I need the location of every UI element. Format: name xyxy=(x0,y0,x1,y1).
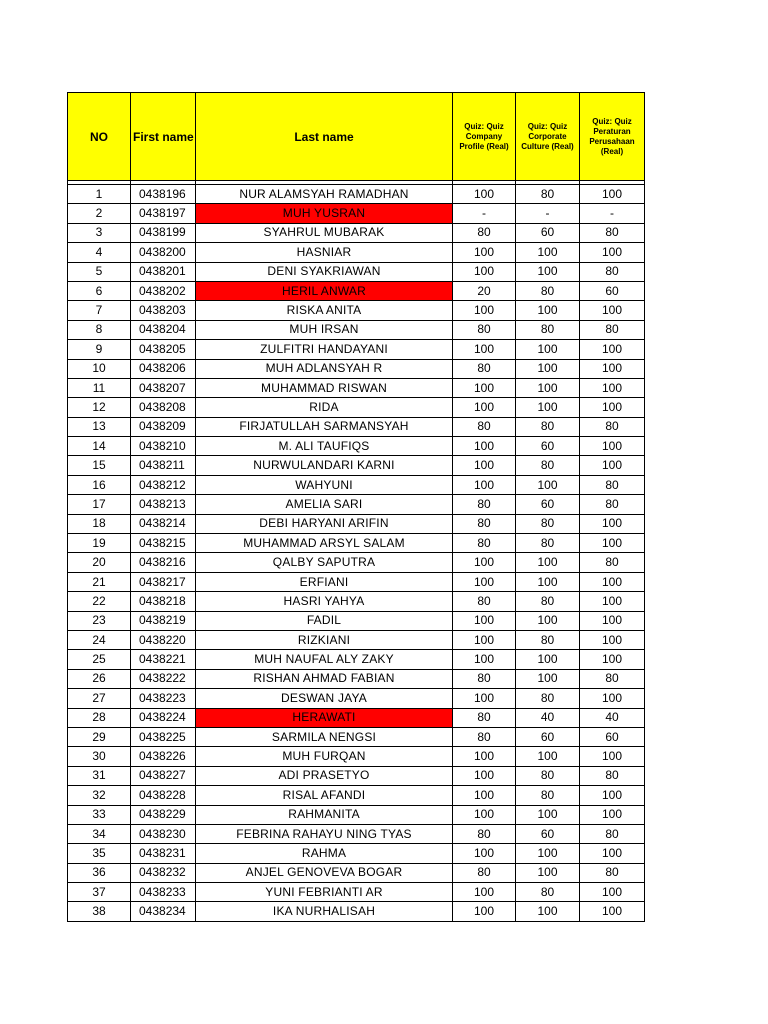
cell-quiz-corporate-culture[interactable]: 100 xyxy=(516,243,580,262)
cell-quiz-corporate-culture[interactable]: 100 xyxy=(516,863,580,882)
cell-quiz-corporate-culture[interactable]: 80 xyxy=(516,786,580,805)
table-row xyxy=(68,844,645,863)
cell-quiz-peraturan-perusahaan[interactable]: 100 xyxy=(580,378,645,397)
cell-quiz-corporate-culture[interactable]: 80 xyxy=(516,689,580,708)
cell-last-name[interactable]: FEBRINA RAHAYU NING TYAS xyxy=(196,824,453,843)
cell-last-name[interactable]: RIZKIANI xyxy=(196,630,453,649)
cell-quiz-peraturan-perusahaan[interactable]: 100 xyxy=(580,689,645,708)
cell-no[interactable]: 4 xyxy=(68,243,131,262)
cell-last-name[interactable]: QALBY SAPUTRA xyxy=(196,553,453,572)
cell-quiz-company-profile[interactable]: 80 xyxy=(453,863,516,882)
cell-last-name[interactable]: RISKA ANITA xyxy=(196,301,453,320)
cell-quiz-peraturan-perusahaan[interactable]: 80 xyxy=(580,863,645,882)
cell-quiz-corporate-culture[interactable]: 100 xyxy=(516,572,580,591)
cell-first-name[interactable]: 0438216 xyxy=(131,553,196,572)
cell-first-name[interactable]: 0438200 xyxy=(131,243,196,262)
cell-quiz-corporate-culture[interactable]: 40 xyxy=(516,708,580,727)
cell-first-name[interactable]: 0438209 xyxy=(131,417,196,436)
cell-quiz-company-profile[interactable]: 100 xyxy=(453,398,516,417)
cell-quiz-company-profile[interactable]: 80 xyxy=(453,359,516,378)
cell-quiz-company-profile[interactable]: 100 xyxy=(453,844,516,863)
cell-quiz-company-profile[interactable]: 80 xyxy=(453,669,516,688)
cell-quiz-corporate-culture[interactable]: 100 xyxy=(516,262,580,281)
table-row xyxy=(68,514,645,533)
cell-no[interactable]: 11 xyxy=(68,378,131,397)
cell-no[interactable]: 12 xyxy=(68,398,131,417)
cell-quiz-corporate-culture[interactable]: 60 xyxy=(516,223,580,242)
cell-first-name[interactable]: 0438228 xyxy=(131,786,196,805)
cell-first-name[interactable]: 0438199 xyxy=(131,223,196,242)
cell-quiz-company-profile[interactable]: 80 xyxy=(453,708,516,727)
cell-no[interactable]: 21 xyxy=(68,572,131,591)
cell-quiz-corporate-culture[interactable]: 80 xyxy=(516,456,580,475)
cell-quiz-company-profile[interactable]: 100 xyxy=(453,630,516,649)
cell-quiz-company-profile[interactable]: 80 xyxy=(453,320,516,339)
cell-no[interactable]: 36 xyxy=(68,863,131,882)
cell-quiz-peraturan-perusahaan[interactable]: 100 xyxy=(580,456,645,475)
cell-first-name[interactable]: 0438218 xyxy=(131,592,196,611)
cell-quiz-peraturan-perusahaan[interactable]: 80 xyxy=(580,320,645,339)
cell-first-name[interactable]: 0438219 xyxy=(131,611,196,630)
cell-quiz-peraturan-perusahaan[interactable]: 80 xyxy=(580,262,645,281)
cell-quiz-peraturan-perusahaan[interactable]: 60 xyxy=(580,281,645,300)
cell-quiz-company-profile[interactable]: 100 xyxy=(453,572,516,591)
cell-quiz-company-profile[interactable]: 100 xyxy=(453,475,516,494)
table-row xyxy=(68,204,645,223)
cell-first-name[interactable]: 0438215 xyxy=(131,534,196,553)
cell-no[interactable]: 16 xyxy=(68,475,131,494)
table-row xyxy=(68,378,645,397)
cell-quiz-corporate-culture[interactable]: 100 xyxy=(516,378,580,397)
cell-quiz-peraturan-perusahaan[interactable]: 80 xyxy=(580,475,645,494)
cell-first-name[interactable]: 0438223 xyxy=(131,689,196,708)
cell-first-name[interactable]: 0438206 xyxy=(131,359,196,378)
cell-quiz-peraturan-perusahaan[interactable]: 80 xyxy=(580,669,645,688)
cell-quiz-company-profile[interactable]: 100 xyxy=(453,805,516,824)
cell-quiz-company-profile[interactable]: 100 xyxy=(453,766,516,785)
cell-quiz-company-profile[interactable]: - xyxy=(453,204,516,223)
cell-first-name[interactable]: 0438204 xyxy=(131,320,196,339)
cell-quiz-corporate-culture[interactable]: 80 xyxy=(516,320,580,339)
cell-quiz-company-profile[interactable]: 100 xyxy=(453,786,516,805)
cell-first-name[interactable]: 0438231 xyxy=(131,844,196,863)
cell-quiz-company-profile[interactable]: 80 xyxy=(453,223,516,242)
cell-quiz-company-profile[interactable]: 80 xyxy=(453,824,516,843)
cell-quiz-corporate-culture[interactable]: 80 xyxy=(516,766,580,785)
cell-last-name[interactable]: ZULFITRI HANDAYANI xyxy=(196,340,453,359)
cell-no[interactable]: 30 xyxy=(68,747,131,766)
cell-quiz-corporate-culture[interactable]: 80 xyxy=(516,514,580,533)
table-row xyxy=(68,669,645,688)
cell-first-name[interactable]: 0438221 xyxy=(131,650,196,669)
header-last-name[interactable]: Last name xyxy=(196,93,453,181)
cell-quiz-corporate-culture[interactable]: 80 xyxy=(516,883,580,902)
cell-quiz-company-profile[interactable]: 80 xyxy=(453,592,516,611)
cell-first-name[interactable]: 0438224 xyxy=(131,708,196,727)
cell-first-name[interactable]: 0438214 xyxy=(131,514,196,533)
cell-last-name[interactable]: ANJEL GENOVEVA BOGAR xyxy=(196,863,453,882)
cell-quiz-peraturan-perusahaan[interactable]: 100 xyxy=(580,359,645,378)
cell-first-name[interactable]: 0438230 xyxy=(131,824,196,843)
cell-last-name[interactable]: MUHAMMAD ARSYL SALAM xyxy=(196,534,453,553)
cell-quiz-company-profile[interactable]: 80 xyxy=(453,727,516,746)
cell-quiz-company-profile[interactable]: 100 xyxy=(453,262,516,281)
cell-first-name[interactable]: 0438203 xyxy=(131,301,196,320)
cell-last-name[interactable]: ADI PRASETYO xyxy=(196,766,453,785)
cell-no[interactable]: 37 xyxy=(68,883,131,902)
cell-last-name[interactable]: NUR ALAMSYAH RAMADHAN xyxy=(196,185,453,204)
cell-quiz-company-profile[interactable]: 100 xyxy=(453,611,516,630)
cell-quiz-peraturan-perusahaan[interactable]: 100 xyxy=(580,805,645,824)
cell-no[interactable]: 2 xyxy=(68,204,131,223)
cell-quiz-corporate-culture[interactable]: - xyxy=(516,204,580,223)
cell-quiz-corporate-culture[interactable]: 100 xyxy=(516,805,580,824)
cell-quiz-corporate-culture[interactable]: 100 xyxy=(516,340,580,359)
cell-no[interactable]: 5 xyxy=(68,262,131,281)
table-row xyxy=(68,359,645,378)
table-row xyxy=(68,786,645,805)
cell-no[interactable]: 28 xyxy=(68,708,131,727)
cell-quiz-company-profile[interactable]: 100 xyxy=(453,553,516,572)
cell-first-name[interactable]: 0438205 xyxy=(131,340,196,359)
cell-last-name[interactable]: FADIL xyxy=(196,611,453,630)
header-quiz-corporate-culture[interactable]: Quiz: Quiz Corporate Culture (Real) xyxy=(516,93,580,181)
cell-quiz-corporate-culture[interactable]: 100 xyxy=(516,650,580,669)
cell-quiz-peraturan-perusahaan[interactable]: 100 xyxy=(580,301,645,320)
cell-no[interactable]: 32 xyxy=(68,786,131,805)
table-row xyxy=(68,883,645,902)
cell-quiz-company-profile[interactable]: 100 xyxy=(453,185,516,204)
table-row xyxy=(68,534,645,553)
cell-last-name[interactable]: M. ALI TAUFIQS xyxy=(196,437,453,456)
cell-no[interactable]: 34 xyxy=(68,824,131,843)
cell-no[interactable]: 7 xyxy=(68,301,131,320)
cell-quiz-corporate-culture[interactable]: 100 xyxy=(516,611,580,630)
cell-quiz-company-profile[interactable]: 100 xyxy=(453,340,516,359)
cell-last-name[interactable]: HASRI YAHYA xyxy=(196,592,453,611)
table-row xyxy=(68,650,645,669)
table-row xyxy=(68,592,645,611)
cell-quiz-company-profile[interactable]: 100 xyxy=(453,902,516,921)
cell-last-name[interactable]: HERIL ANWAR xyxy=(196,281,453,300)
cell-last-name[interactable]: FIRJATULLAH SARMANSYAH xyxy=(196,417,453,436)
cell-last-name[interactable]: HERAWATI xyxy=(196,708,453,727)
cell-quiz-company-profile[interactable]: 20 xyxy=(453,281,516,300)
table-row xyxy=(68,689,645,708)
header-quiz-company-profile[interactable]: Quiz: Quiz Company Profile (Real) xyxy=(453,93,516,181)
cell-quiz-company-profile[interactable]: 80 xyxy=(453,534,516,553)
cell-last-name[interactable]: RAHMANITA xyxy=(196,805,453,824)
cell-last-name[interactable]: RISHAN AHMAD FABIAN xyxy=(196,669,453,688)
cell-quiz-corporate-culture[interactable]: 100 xyxy=(516,301,580,320)
cell-quiz-company-profile[interactable]: 80 xyxy=(453,417,516,436)
header-first-name[interactable]: First name xyxy=(131,93,196,181)
cell-first-name[interactable]: 0438234 xyxy=(131,902,196,921)
cell-quiz-peraturan-perusahaan[interactable]: 100 xyxy=(580,572,645,591)
cell-quiz-peraturan-perusahaan[interactable]: 80 xyxy=(580,223,645,242)
cell-quiz-corporate-culture[interactable]: 100 xyxy=(516,553,580,572)
cell-quiz-peraturan-perusahaan[interactable]: 100 xyxy=(580,902,645,921)
cell-last-name[interactable]: ERFIANI xyxy=(196,572,453,591)
cell-first-name[interactable]: 0438211 xyxy=(131,456,196,475)
table-row xyxy=(68,475,645,494)
cell-quiz-peraturan-perusahaan[interactable]: 80 xyxy=(580,417,645,436)
cell-no[interactable]: 14 xyxy=(68,437,131,456)
cell-no[interactable]: 17 xyxy=(68,495,131,514)
cell-no[interactable]: 18 xyxy=(68,514,131,533)
cell-no[interactable]: 9 xyxy=(68,340,131,359)
cell-no[interactable]: 35 xyxy=(68,844,131,863)
cell-first-name[interactable]: 0438232 xyxy=(131,863,196,882)
cell-last-name[interactable]: MUH FURQAN xyxy=(196,747,453,766)
table-row xyxy=(68,824,645,843)
cell-quiz-peraturan-perusahaan[interactable]: 100 xyxy=(580,340,645,359)
cell-last-name[interactable]: MUH NAUFAL ALY ZAKY xyxy=(196,650,453,669)
cell-no[interactable]: 29 xyxy=(68,727,131,746)
table-row xyxy=(68,553,645,572)
cell-quiz-peraturan-perusahaan[interactable]: 100 xyxy=(580,185,645,204)
cell-first-name[interactable]: 0438227 xyxy=(131,766,196,785)
cell-no[interactable]: 13 xyxy=(68,417,131,436)
cell-no[interactable]: 19 xyxy=(68,534,131,553)
cell-last-name[interactable]: RISAL AFANDI xyxy=(196,786,453,805)
cell-no[interactable]: 22 xyxy=(68,592,131,611)
cell-last-name[interactable]: SYAHRUL MUBARAK xyxy=(196,223,453,242)
cell-last-name[interactable]: DESWAN JAYA xyxy=(196,689,453,708)
cell-last-name[interactable]: NURWULANDARI KARNI xyxy=(196,456,453,475)
table-row xyxy=(68,708,645,727)
cell-no[interactable]: 10 xyxy=(68,359,131,378)
cell-first-name[interactable]: 0438217 xyxy=(131,572,196,591)
cell-quiz-peraturan-perusahaan[interactable]: 100 xyxy=(580,534,645,553)
cell-first-name[interactable]: 0438222 xyxy=(131,669,196,688)
cell-last-name[interactable]: YUNI FEBRIANTI AR xyxy=(196,883,453,902)
table-row xyxy=(68,243,645,262)
cell-quiz-peraturan-perusahaan[interactable]: 80 xyxy=(580,553,645,572)
cell-quiz-peraturan-perusahaan[interactable]: 80 xyxy=(580,495,645,514)
cell-no[interactable]: 33 xyxy=(68,805,131,824)
table-row xyxy=(68,398,645,417)
cell-quiz-peraturan-perusahaan[interactable]: 100 xyxy=(580,437,645,456)
cell-last-name[interactable]: HASNIAR xyxy=(196,243,453,262)
table-row xyxy=(68,417,645,436)
cell-quiz-company-profile[interactable]: 100 xyxy=(453,650,516,669)
cell-quiz-peraturan-perusahaan[interactable]: 100 xyxy=(580,514,645,533)
cell-last-name[interactable]: MUH IRSAN xyxy=(196,320,453,339)
table-row xyxy=(68,340,645,359)
cell-first-name[interactable]: 0438226 xyxy=(131,747,196,766)
table-row xyxy=(68,747,645,766)
table-row xyxy=(68,863,645,882)
cell-quiz-corporate-culture[interactable]: 60 xyxy=(516,495,580,514)
cell-quiz-company-profile[interactable]: 100 xyxy=(453,243,516,262)
cell-quiz-peraturan-perusahaan[interactable]: 100 xyxy=(580,398,645,417)
cell-quiz-corporate-culture[interactable]: 100 xyxy=(516,844,580,863)
cell-quiz-peraturan-perusahaan[interactable]: 80 xyxy=(580,766,645,785)
cell-quiz-corporate-culture[interactable]: 80 xyxy=(516,592,580,611)
cell-first-name[interactable]: 0438196 xyxy=(131,185,196,204)
table-row xyxy=(68,223,645,242)
cell-quiz-company-profile[interactable]: 100 xyxy=(453,378,516,397)
table-row xyxy=(68,301,645,320)
cell-quiz-peraturan-perusahaan[interactable]: 100 xyxy=(580,883,645,902)
quiz-results-table xyxy=(67,92,645,922)
cell-last-name[interactable]: RAHMA xyxy=(196,844,453,863)
cell-no[interactable]: 27 xyxy=(68,689,131,708)
cell-last-name[interactable]: MUH ADLANSYAH R xyxy=(196,359,453,378)
cell-first-name[interactable]: 0438220 xyxy=(131,630,196,649)
cell-no[interactable]: 15 xyxy=(68,456,131,475)
cell-last-name[interactable]: SARMILA NENGSI xyxy=(196,727,453,746)
cell-no[interactable]: 25 xyxy=(68,650,131,669)
cell-quiz-corporate-culture[interactable]: 80 xyxy=(516,630,580,649)
cell-first-name[interactable]: 0438212 xyxy=(131,475,196,494)
cell-no[interactable]: 8 xyxy=(68,320,131,339)
table-row xyxy=(68,185,645,204)
cell-no[interactable]: 3 xyxy=(68,223,131,242)
cell-first-name[interactable]: 0438197 xyxy=(131,204,196,223)
cell-quiz-peraturan-perusahaan[interactable]: 100 xyxy=(580,592,645,611)
cell-last-name[interactable]: MUHAMMAD RISWAN xyxy=(196,378,453,397)
cell-quiz-corporate-culture[interactable]: 100 xyxy=(516,359,580,378)
header-row xyxy=(68,93,645,181)
cell-no[interactable]: 38 xyxy=(68,902,131,921)
cell-last-name[interactable]: DEBI HARYANI ARIFIN xyxy=(196,514,453,533)
cell-quiz-company-profile[interactable]: 100 xyxy=(453,456,516,475)
cell-quiz-peraturan-perusahaan[interactable]: - xyxy=(580,204,645,223)
cell-first-name[interactable]: 0438208 xyxy=(131,398,196,417)
cell-no[interactable]: 20 xyxy=(68,553,131,572)
table-row xyxy=(68,437,645,456)
cell-quiz-peraturan-perusahaan[interactable]: 100 xyxy=(580,747,645,766)
cell-quiz-corporate-culture[interactable]: 60 xyxy=(516,824,580,843)
cell-quiz-company-profile[interactable]: 100 xyxy=(453,747,516,766)
cell-quiz-corporate-culture[interactable]: 100 xyxy=(516,398,580,417)
table-row xyxy=(68,766,645,785)
cell-quiz-corporate-culture[interactable]: 80 xyxy=(516,281,580,300)
cell-first-name[interactable]: 0438202 xyxy=(131,281,196,300)
cell-no[interactable]: 26 xyxy=(68,669,131,688)
cell-quiz-company-profile[interactable]: 80 xyxy=(453,514,516,533)
cell-quiz-peraturan-perusahaan[interactable]: 80 xyxy=(580,824,645,843)
cell-quiz-peraturan-perusahaan[interactable]: 100 xyxy=(580,630,645,649)
cell-quiz-corporate-culture[interactable]: 60 xyxy=(516,437,580,456)
cell-first-name[interactable]: 0438207 xyxy=(131,378,196,397)
cell-last-name[interactable]: WAHYUNI xyxy=(196,475,453,494)
cell-quiz-peraturan-perusahaan[interactable]: 100 xyxy=(580,844,645,863)
cell-quiz-company-profile[interactable]: 100 xyxy=(453,437,516,456)
cell-quiz-corporate-culture[interactable]: 100 xyxy=(516,902,580,921)
cell-first-name[interactable]: 0438233 xyxy=(131,883,196,902)
cell-quiz-corporate-culture[interactable]: 100 xyxy=(516,475,580,494)
table-row xyxy=(68,902,645,921)
table-row xyxy=(68,320,645,339)
table-row xyxy=(68,611,645,630)
cell-last-name[interactable]: MUH YUSRAN xyxy=(196,204,453,223)
cell-quiz-company-profile[interactable]: 80 xyxy=(453,495,516,514)
cell-quiz-corporate-culture[interactable]: 80 xyxy=(516,417,580,436)
cell-quiz-peraturan-perusahaan[interactable]: 60 xyxy=(580,727,645,746)
cell-quiz-company-profile[interactable]: 100 xyxy=(453,301,516,320)
cell-last-name[interactable]: IKA NURHALISAH xyxy=(196,902,453,921)
table-row xyxy=(68,495,645,514)
cell-no[interactable]: 6 xyxy=(68,281,131,300)
table-body xyxy=(68,181,645,922)
table-row xyxy=(68,262,645,281)
cell-quiz-corporate-culture[interactable]: 80 xyxy=(516,534,580,553)
cell-last-name[interactable]: RIDA xyxy=(196,398,453,417)
cell-quiz-peraturan-perusahaan[interactable]: 100 xyxy=(580,243,645,262)
table-row xyxy=(68,727,645,746)
cell-quiz-company-profile[interactable]: 100 xyxy=(453,883,516,902)
table-row xyxy=(68,281,645,300)
cell-no[interactable]: 31 xyxy=(68,766,131,785)
cell-quiz-peraturan-perusahaan[interactable]: 100 xyxy=(580,786,645,805)
cell-last-name[interactable]: DENI SYAKRIAWAN xyxy=(196,262,453,281)
cell-quiz-peraturan-perusahaan[interactable]: 100 xyxy=(580,650,645,669)
cell-quiz-corporate-culture[interactable]: 80 xyxy=(516,185,580,204)
header-no[interactable]: NO xyxy=(68,93,131,181)
table-row xyxy=(68,630,645,649)
cell-quiz-peraturan-perusahaan[interactable]: 40 xyxy=(580,708,645,727)
cell-first-name[interactable]: 0438201 xyxy=(131,262,196,281)
header-quiz-peraturan-perusahaan[interactable]: Quiz: Quiz Peraturan Perusahaan (Real) xyxy=(580,93,645,181)
table-row xyxy=(68,805,645,824)
cell-no[interactable]: 1 xyxy=(68,185,131,204)
table-row xyxy=(68,456,645,475)
cell-first-name[interactable]: 0438225 xyxy=(131,727,196,746)
cell-quiz-corporate-culture[interactable]: 100 xyxy=(516,669,580,688)
cell-first-name[interactable]: 0438213 xyxy=(131,495,196,514)
cell-quiz-company-profile[interactable]: 100 xyxy=(453,689,516,708)
cell-quiz-corporate-culture[interactable]: 100 xyxy=(516,747,580,766)
cell-no[interactable]: 24 xyxy=(68,630,131,649)
cell-last-name[interactable]: AMELIA SARI xyxy=(196,495,453,514)
cell-first-name[interactable]: 0438210 xyxy=(131,437,196,456)
cell-quiz-peraturan-perusahaan[interactable]: 100 xyxy=(580,611,645,630)
cell-first-name[interactable]: 0438229 xyxy=(131,805,196,824)
cell-no[interactable]: 23 xyxy=(68,611,131,630)
cell-quiz-corporate-culture[interactable]: 60 xyxy=(516,727,580,746)
table-row xyxy=(68,572,645,591)
